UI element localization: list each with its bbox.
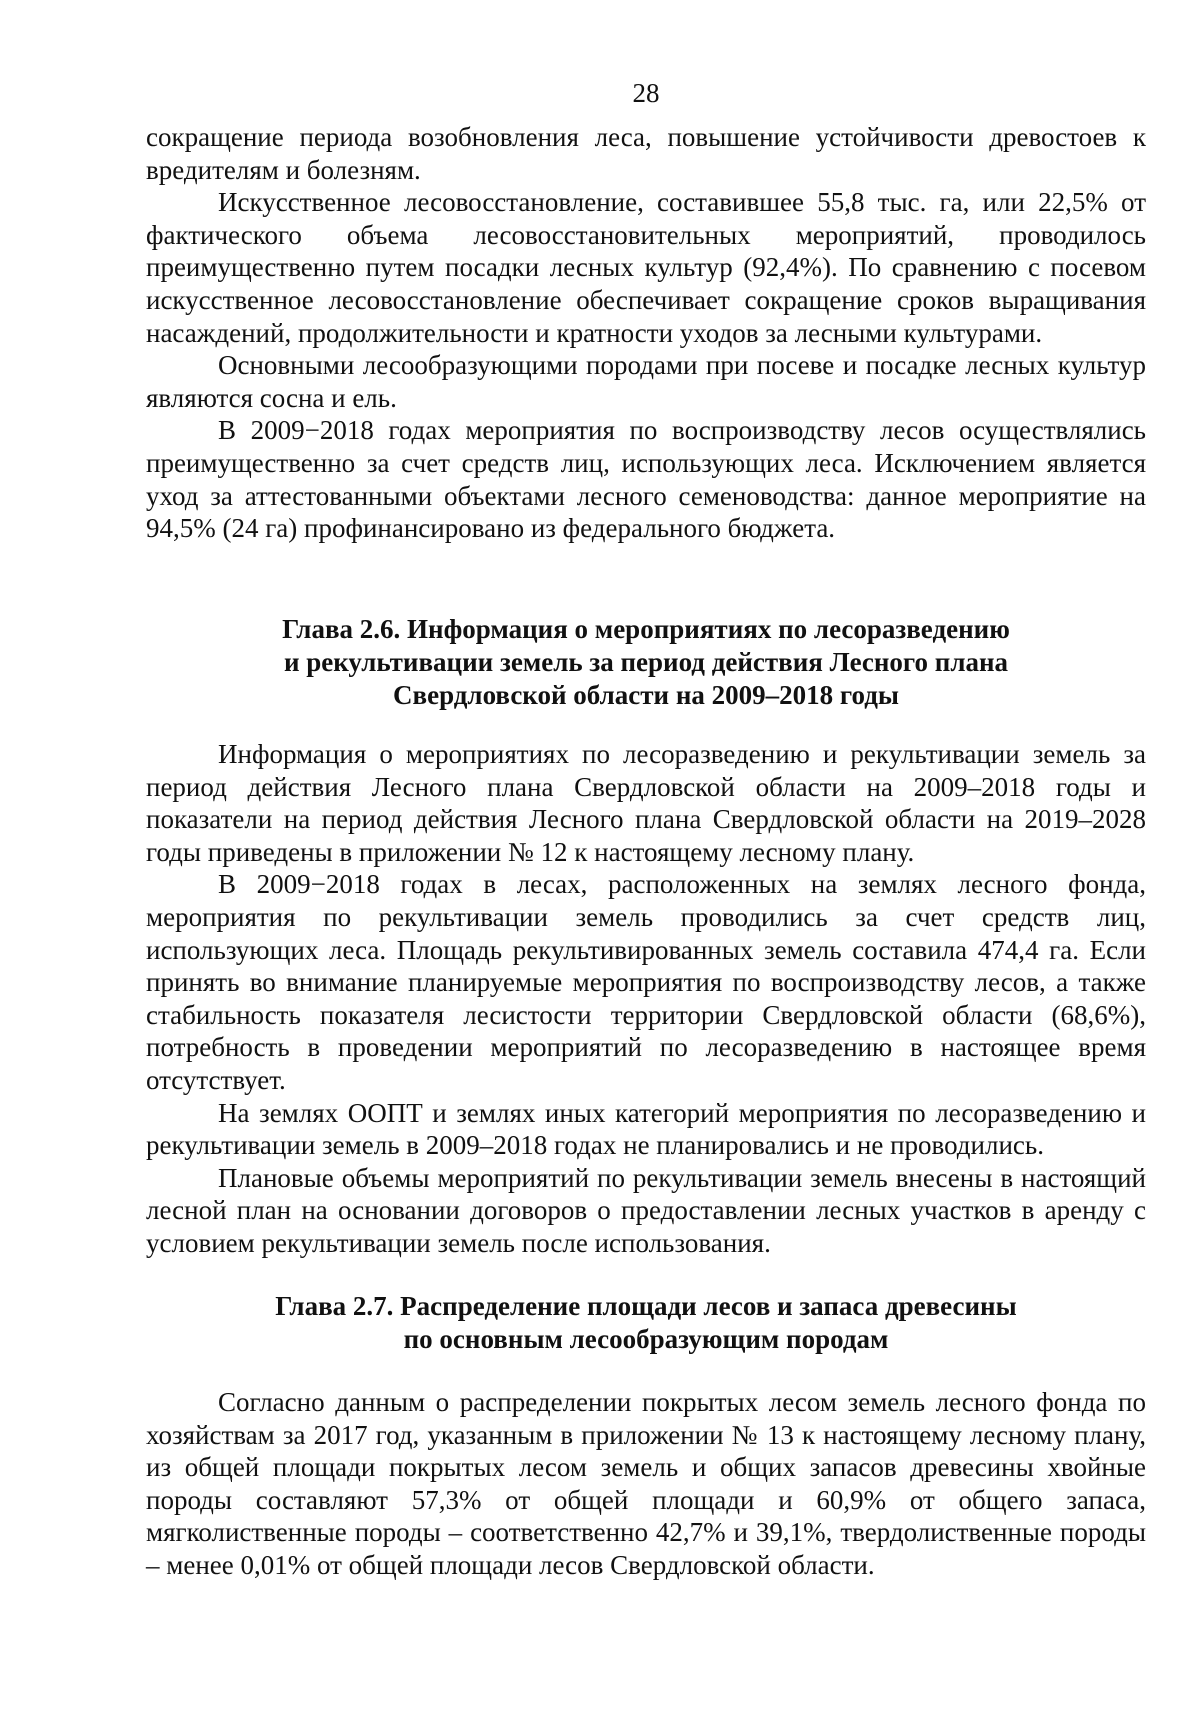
heading-line: и рекультивации земель за период действия Лесного плана [283, 647, 1009, 677]
chapter-2-6-body [146, 738, 1146, 1260]
page-number: 28 [632, 78, 660, 108]
paragraph: Основными лесообразующими породами при посеве и посадке лесных культур являются сосна и ель. [146, 350, 1146, 413]
chapter-2-7-heading [146, 1290, 1146, 1356]
heading-line: Глава 2.6. Информация о мероприятиях по лесоразведению [282, 614, 1010, 644]
paragraph: Плановые объемы мероприятий по рекультивации земель внесены в настоящий лесной план на основании договоров о предоставлении лесных участков в аренду с условием рекультивации земель после использования. [146, 1162, 1146, 1258]
paragraph: В 2009−2018 годах в лесах, расположенных на землях лесного фонда, мероприятия по рекультивации земель проводились за счет средств лиц, использующих леса. Площадь рекультивированных земель составила 474,4 га. Если принять во внимание планируемые мероприятия по воспроизводству лесов, а также стабильность показателя лесистости территории Свердловской области (68,6%), потребность в проведении мероприятий по лесоразведению в настоящее время отсутствует. [146, 869, 1146, 1095]
chapter-2-7-body [146, 1386, 1146, 1582]
heading-line: по основным лесообразующим породам [403, 1324, 889, 1354]
paragraph: На землях ООПТ и землях иных категорий мероприятия по лесоразведению и рекультивации земель в 2009–2018 годах не планировались и не проводились. [146, 1097, 1146, 1161]
heading-line: Глава 2.7. Распределение площади лесов и запаса древесины [275, 1291, 1017, 1321]
chapter-2-6-heading [146, 613, 1146, 712]
top-section [146, 121, 1146, 545]
paragraph: В 2009−2018 годах мероприятия по воспроизводству лесов осуществлялись преимущественно за счет средств лиц, использующих леса. Исключением является уход за аттестованными объектами лесного семеноводства: данное мероприятие на 94,5% (24 га) профинансировано из федерального бюджета. [146, 415, 1146, 544]
heading-line: Свердловской области на 2009–2018 годы [393, 680, 899, 710]
paragraph: сокращение периода возобновления леса, повышение устойчивости древостоев к вредителям и болезням. [146, 122, 1146, 185]
paragraph: Согласно данным о распределении покрытых лесом земель лесного фонда по хозяйствам за 2017 год, указанным в приложении № 13 к настоящему лесному плану, из общей площади покрытых лесом земель и общих запасов древесины хвойные породы составляют 57,3% от общей площади и 60,9% от общего запаса, мягколиственные породы – соответственно 42,7% и 39,1%, твердолиственные породы – менее 0,01% от общей площади лесов Свердловской области. [146, 1387, 1146, 1580]
paragraph: Информация о мероприятиях по лесоразведению и рекультивации земель за период действия Лесного плана Свердловской области на 2009–2018 годы и показатели на период действия Лесного плана Свердловской области на 2019–2028 годы приведены в приложении № 12 к настоящему лесному плану. [146, 739, 1146, 867]
paragraph: Искусственное лесовосстановление, составившее 55,8 тыс. га, или 22,5% от фактического объема лесовосстановительных мероприятий, проводилось преимущественно путем посадки лесных культур (92,4%). По сравнению с посевом искусственное лесовосстановление обеспечивает сокращение сроков выращивания насаждений, продолжительности и кратности уходов за лесными культурами. [146, 187, 1146, 348]
